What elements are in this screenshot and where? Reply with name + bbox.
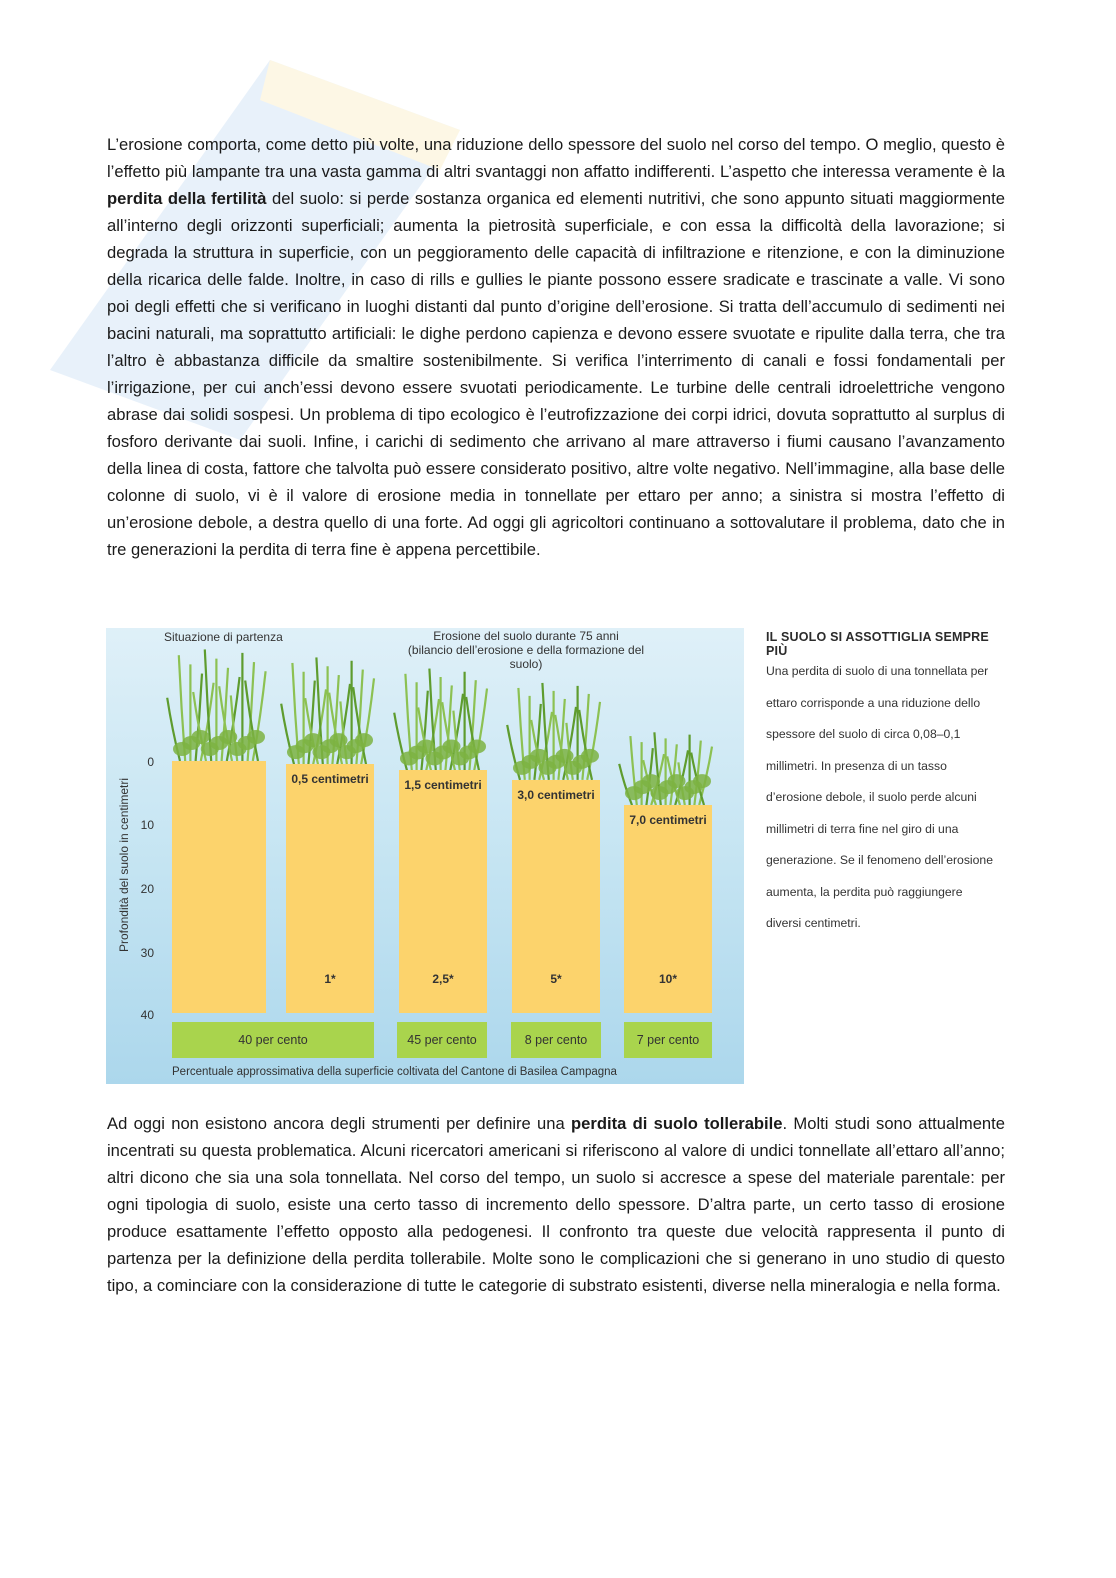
paragraph-1-text-b: del suolo: si perde sostanza organica ed elementi nutritivi, che sono appunto situati maggiormente all’interno degli orizzonti superficiali; aumenta la pietrosità superficiale, e con essa la difficoltà della lavorazione; si degrada la struttura in superficie, con un peggioramento delle capacità di infiltrazione e ritenzione, e con la diminuzione della ricarica delle falde. Inoltre, in caso di rills e gullies le piante possono essere sradicate e trascinate a valle. Vi sono poi degli effetti che si verificano in luoghi distanti dal punto d’origine dell’erosione. Si tratta dell’accumulo di sedimenti nei bacini naturali, ma soprattutto artificiali: le dighe perdono capienza e devono essere svuotate e ripulite dalla terra, che tra l’altro è abbastanza difficile da smaltire sostenibilmente. Si verifica l’interrimento di canali e fossi fondamentali per l’irrigazione, per cui anch’essi devono essere svuotati periodicamente. Le turbine delle centrali idroelettriche vengono abrase dai solidi sospesi. Un problema di tipo ecologico è l’eutrofizzazione dei corpi idrici, dovuta soprattutto al surplus di fosforo derivante dai suoli. Infine, i carichi di sedimento che arrivano al mare attraverso i fiumi causano l’avanzamento della linea di costa, fattore che talvolta può essere considerato positivo, altre volte negativo. Nell’immagine, alla base delle colonne di suolo, vi è il valore di erosione media in tonnellate per ettaro per anno; a sinistra si mostra l’effetto di un’erosione debole, a destra quello di una forte. Ad oggi gli agricoltori continuano a sottovalutare il problema, dato che in tre generazioni la perdita di terra fine è appena percettibile.	[107, 189, 1005, 559]
figure-footer-caption: Percentuale approssimativa della superficie coltivata del Cantone di Basilea Campagna	[172, 1066, 617, 1078]
paragraph-1	[107, 131, 1005, 563]
y-tick-30: 30	[140, 946, 154, 960]
label-erosion-line-1: Erosione del suolo durante 75 anni	[433, 629, 619, 643]
grass-tuft-5	[619, 732, 712, 805]
y-tick-40: 40	[140, 1008, 154, 1022]
erosion-rate-5: 10*	[658, 972, 678, 986]
paragraph-2-text-b: . Molti studi sono attualmente incentrati su questa problematica. Alcuni ricercatori americani si riferiscono al valore di undici tonnellate all’ettaro all’anno; altri dicono che sia una sola tonnellata. Nel corso del tempo, un suolo si accresce a spese del materiale parentale: per ogni tipologia di suolo, esiste una certo tasso di incremento dello spessore. D’altra parte, un certo tasso di erosione produce esattamente l’effetto opposto alla pedogenesi. Il confronto tra queste due velocità rappresenta il punto di partenza per la definizione della perdita tollerabile. Molte sono le complicazioni che si generano in uno studio di questo tipo, a cominciare con la considerazione di tutte le categorie di substrato esistenti, diverse nella mineralogia e nella forma.	[107, 1114, 1005, 1295]
y-tick-10: 10	[140, 818, 154, 832]
paragraph-2	[107, 1110, 1005, 1299]
label-erosion-line-2: (bilancio dell’erosione e della formazione del suolo)	[407, 643, 645, 671]
y-axis-label: Profondità del suolo in centimetri	[117, 777, 131, 953]
erosion-rate-2: 1*	[324, 972, 336, 986]
grass-tuft-4	[507, 683, 600, 780]
area-share-bar-4: 7 per cento	[624, 1022, 712, 1058]
erosion-rate-4: 5*	[550, 972, 562, 986]
loss-label-5: 7,0 centimetri	[629, 813, 707, 828]
loss-label-3: 1,5 centimetri	[404, 778, 482, 793]
y-tick-0: 0	[147, 755, 154, 769]
panel-title: IL SUOLO SI ASSOTTIGLIA SEMPRE PIÙ	[766, 630, 989, 658]
loss-label-4: 3,0 centimetri	[517, 787, 595, 802]
paragraph-1-text-a: L’erosione comporta, come detto più volte, una riduzione dello spessore del suolo nel corso del tempo. O meglio, questo è l’effetto più lampante tra una vasta gamma di altri svantaggi non affatto indifferenti. L’aspetto che interessa veramente è la	[107, 135, 1005, 181]
panel-body: Una perdita di suolo di una tonnellata per ettaro corrisponde a una riduzione dello spessore del suolo di circa 0,08–0,1 millimetri. In presenza di un tasso d’erosione debole, il suolo perde alcuni millimetri di terra fine nel giro di una generazione. Se il fenomeno dell’erosione aumenta, la perdita può raggiungere diversi centimetri.	[766, 664, 993, 930]
area-share-bar-1: 40 per cento	[172, 1022, 374, 1058]
area-share-bar-3: 8 per cento	[511, 1022, 601, 1058]
soil-column-1	[172, 761, 266, 1013]
soil-erosion-figure	[106, 628, 1004, 1084]
label-start: Situazione di partenza	[164, 630, 283, 644]
loss-label-2: 0,5 centimetri	[291, 772, 369, 787]
y-tick-20: 20	[140, 882, 154, 896]
paragraph-1-bold: perdita della fertilità	[107, 189, 267, 208]
paragraph-2-text-a: Ad oggi non esistono ancora degli strumenti per definire una	[107, 1114, 571, 1133]
grass-tuft-2	[281, 657, 374, 764]
grass-tuft-1	[167, 649, 265, 761]
grass-tuft-3	[394, 669, 487, 771]
erosion-rate-3: 2,5*	[432, 972, 454, 986]
paragraph-2-bold: perdita di suolo tollerabile	[571, 1114, 783, 1133]
area-share-bar-2: 45 per cento	[397, 1022, 487, 1058]
